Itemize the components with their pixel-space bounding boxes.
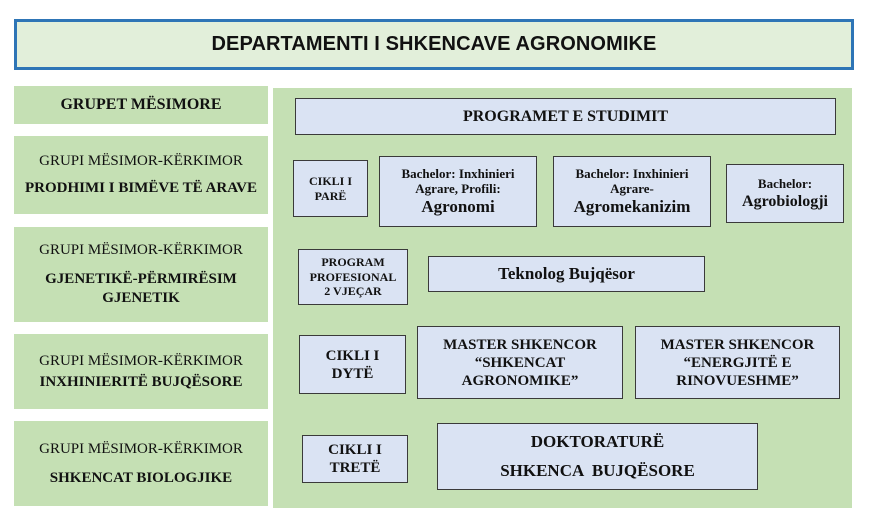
- department-title: DEPARTAMENTI I SHKENCAVE AGRONOMIKE: [211, 33, 657, 55]
- cycle-three-box: [302, 435, 408, 483]
- group-name: SHKENCAT BIOLOGJIKE: [49, 469, 233, 486]
- professional-line-c: 2 VJEÇAR: [324, 284, 382, 299]
- bachelor-agromekanizim-name: Agromekanizim: [573, 196, 691, 216]
- group-box-biological-sciences: [14, 421, 268, 506]
- professional-line-b: PROFESIONAL: [309, 269, 397, 284]
- cycle-one-label-b: PARË: [314, 188, 347, 203]
- master-renewable-line-a: MASTER SHKENCOR: [660, 336, 815, 353]
- doctorate-line-a: DOKTORATURË: [530, 432, 665, 452]
- group-label: GRUPI MËSIMOR-KËRKIMOR: [39, 440, 243, 457]
- bachelor-agrobiologji-name: Agrobiologji: [742, 192, 828, 210]
- master-agronomic-box: [417, 326, 623, 399]
- bachelor-agromekanizim-line-a: Bachelor: Inxhinieri: [575, 165, 689, 181]
- cycle-one-box: [293, 160, 368, 217]
- group-box-agri-engineering: [14, 334, 268, 409]
- group-name-line1: GJENETIKË-PËRMIRËSIM: [45, 271, 237, 288]
- department-title-box: [14, 19, 854, 70]
- cycle-two-box: [299, 335, 406, 394]
- cycle-three-label-a: CIKLI I: [328, 442, 382, 458]
- teknolog-box: [428, 256, 705, 292]
- master-agronomic-line-a: MASTER SHKENCOR: [443, 336, 597, 353]
- doctorate-line-b: SHKENCA BUJQËSORE: [500, 460, 695, 480]
- group-name: PRODHIMI I BIMËVE TË ARAVE: [25, 180, 257, 196]
- group-label: GRUPI MËSIMOR-KËRKIMOR: [39, 352, 243, 369]
- bachelor-agromekanizim-box: [553, 156, 711, 227]
- programs-header-box: [295, 98, 836, 135]
- group-label: GRUPI MËSIMOR-KËRKIMOR: [39, 153, 243, 170]
- bachelor-agromekanizim-line-b: Agrare-: [610, 181, 654, 197]
- teaching-groups-header: GRUPET MËSIMORE: [60, 96, 222, 113]
- master-renewable-box: [635, 326, 840, 399]
- bachelor-agronomi-name: Agronomi: [421, 196, 495, 216]
- doctorate-box: [437, 423, 758, 490]
- master-renewable-line-b: “ENERGJITË E: [683, 354, 792, 371]
- teknolog-label: Teknolog Bujqësor: [498, 263, 635, 283]
- cycle-three-label-b: TRETË: [329, 460, 381, 476]
- master-agronomic-line-c: AGRONOMIKE”: [461, 372, 579, 389]
- master-renewable-line-c: RINOVUESHME”: [676, 372, 799, 389]
- bachelor-agrobiologji-line-a: Bachelor:: [757, 176, 813, 192]
- master-agronomic-line-b: “SHKENCAT: [474, 354, 566, 371]
- bachelor-agronomi-box: [379, 156, 537, 227]
- bachelor-agronomi-line-b: Agrare, Profili:: [415, 181, 501, 197]
- teaching-groups-header-box: [14, 86, 268, 124]
- group-box-field-crops: [14, 136, 268, 214]
- cycle-two-label-a: CIKLI I: [325, 347, 380, 364]
- bachelor-agronomi-line-a: Bachelor: Inxhinieri: [401, 165, 515, 181]
- bachelor-agrobiologji-box: [726, 164, 844, 223]
- group-name: INXHINIERITË BUJQËSORE: [39, 373, 243, 390]
- group-name-line2: GJENETIK: [102, 289, 180, 306]
- group-label: GRUPI MËSIMOR-KËRKIMOR: [39, 242, 243, 259]
- programs-header: PROGRAMET E STUDIMIT: [462, 107, 669, 125]
- cycle-one-label-a: CIKLI I: [308, 174, 352, 189]
- cycle-two-label-b: DYTË: [331, 365, 374, 382]
- professional-line-a: PROGRAM: [321, 255, 385, 270]
- group-box-genetics: [14, 227, 268, 322]
- professional-program-box: [298, 249, 408, 305]
